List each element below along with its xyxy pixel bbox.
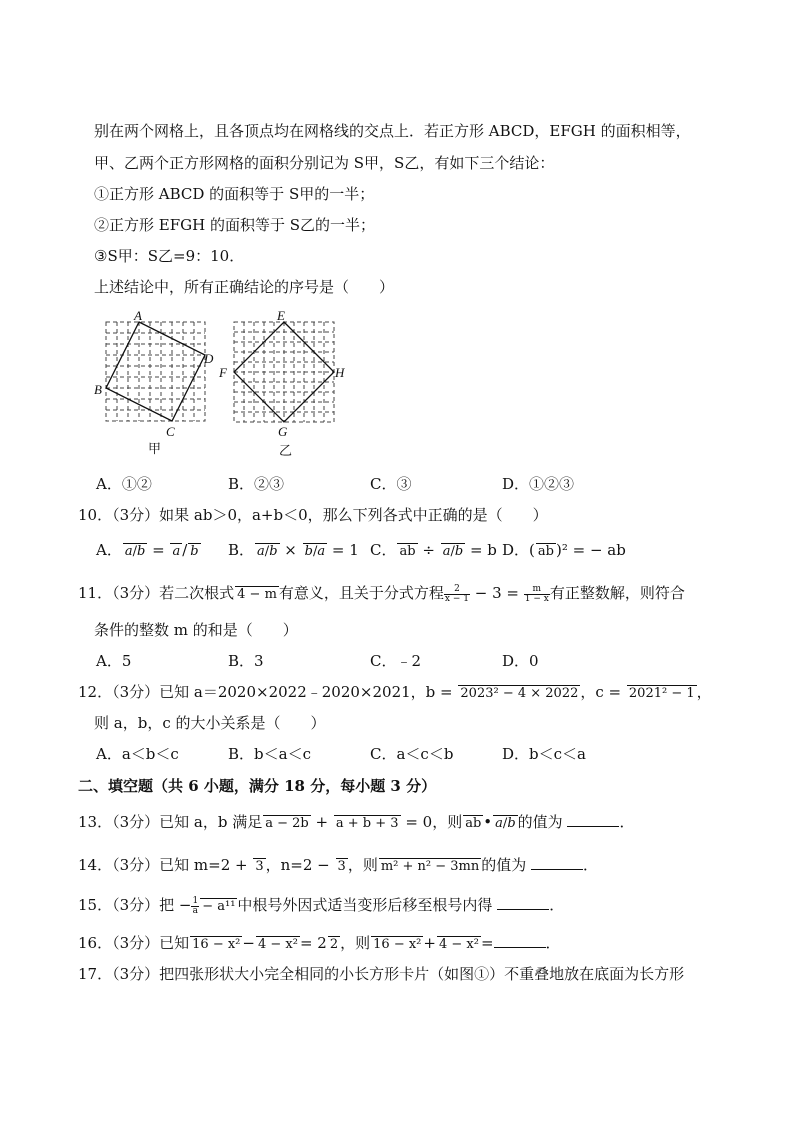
q9-option-b: B．②③ [228, 475, 285, 493]
q16-radical-1: 16 − x² [192, 937, 241, 952]
label-h: H [335, 365, 345, 380]
q11-option-c: C．﹣2 [370, 652, 422, 670]
q10-option-a: A． a/b = a / b [96, 541, 199, 559]
q14-mid: ，n=2 − [265, 856, 330, 874]
q9-line1: 别在两个网格上，且各顶点均在网格线的交点上．若正方形 ABCD，EFGH 的面积相等， [94, 122, 691, 140]
q9-conclusion-2: ②正方形 EFGH 的面积等于 S乙的一半； [94, 216, 376, 234]
q10-a-expr2: a [172, 544, 181, 559]
q14-post: 的值为 [481, 856, 527, 874]
q9-option-c: C．③ [370, 475, 412, 493]
q16-radical-2: 4 − x² [257, 937, 298, 952]
q16-end: ． [545, 934, 561, 952]
q12-b-radical: 2023² − 4 × 2022 [460, 686, 579, 701]
q9-line2: 甲、乙两个正方形网格的面积分别记为 S甲，S乙，有如下三个结论： [94, 154, 555, 172]
q12-option-a: A．a＜b＜c [96, 745, 179, 763]
q12-option-b: B．b＜a＜c [228, 745, 311, 763]
caption-yi: 乙 [279, 444, 293, 459]
q11-frac2-num: m [524, 585, 550, 595]
q14-radical-3: m² + n² − 3mn [380, 859, 480, 874]
q13-answer-blank[interactable] [567, 812, 619, 827]
square-abcd [106, 322, 205, 421]
q16-radical-4: 16 − x² [373, 937, 422, 952]
q12-c-radical: 2021² − 1 [628, 686, 695, 701]
q16-pre: 16．（3分）已知 [78, 934, 190, 952]
q11-frac1-num: 2 [444, 585, 470, 595]
q15-stem [78, 895, 564, 916]
q10-a-expr: a/b [124, 544, 146, 559]
q15-radical: − a¹¹ [202, 899, 236, 914]
q13-post: 的值为 [517, 813, 563, 831]
q9-conclusion-3: ③S甲：S乙=9：10． [94, 247, 245, 265]
q16-eq: = [480, 934, 494, 952]
q10-d-tail: )² = − ab [555, 541, 626, 559]
q12-line2: 则 a，b，c 的大小关系是（ ） [94, 714, 326, 732]
q10-c-label: C． [370, 541, 397, 559]
q11-option-a: A．5 [96, 652, 132, 670]
q13-mid: = 0，则 [405, 813, 463, 831]
q9-option-d: D．①②③ [502, 475, 575, 493]
q10-b-label: B． [228, 541, 255, 559]
q12-stem [78, 682, 712, 702]
q11-stem [78, 583, 685, 604]
q15-frac-num: 1 [192, 895, 199, 906]
q10-c-sqrt-ab: ab [399, 544, 416, 559]
q10-c-tail: = b [469, 541, 497, 559]
q12-option-c: C．a＜c＜b [370, 745, 454, 763]
q9-option-a: A．①② [96, 475, 152, 493]
q14-radical-1: 3 [255, 859, 264, 874]
q12-pre: 12．（3分）已知 a＝2020×2022﹣2020×2021，b = [78, 683, 453, 701]
label-e: E [277, 308, 285, 323]
q15-pre: 15．（3分）把 − [78, 896, 192, 914]
q13-radical-4: a/b [495, 816, 516, 831]
q14-answer-blank[interactable] [531, 855, 583, 870]
q11-frac1-den: x − 1 [444, 593, 469, 604]
q11-pre: 11．（3分）若二次根式 [78, 584, 235, 602]
q16-plus: + [423, 934, 436, 952]
q9-conclusion-1: ①正方形 ABCD 的面积等于 S甲的一半； [94, 185, 375, 203]
label-b: B [94, 382, 102, 397]
q10-b-expr2: b/a [304, 544, 326, 559]
q11-option-b: B．3 [228, 652, 264, 670]
q11-frac2-den: 1 − x [524, 593, 549, 604]
q14-pre: 14．（3分）已知 m=2 + [78, 856, 248, 874]
q16-answer-blank[interactable] [494, 933, 546, 948]
caption-jia: 甲 [148, 442, 162, 457]
q10-d-sqrt-ab: ab [537, 544, 554, 559]
q10-a-label: A． [96, 541, 122, 559]
q14-radical-2: 3 [337, 859, 346, 874]
q14-end: ． [583, 856, 599, 874]
q12-option-d: D．b＜c＜a [502, 745, 586, 763]
q16-radical-5: 4 − x² [438, 937, 479, 952]
q16-mid: = 2 [299, 934, 327, 952]
q11-mid: 有意义，且关于分式方程 [278, 584, 444, 602]
q11-radical: 4 − m [237, 587, 277, 602]
label-c: C [166, 424, 175, 439]
q15-frac [191, 897, 199, 916]
grid-yi [234, 322, 334, 422]
q14-stem [78, 855, 598, 875]
q13-radical-1: a − 2b [265, 816, 309, 831]
q12-c-pre: ，c = [580, 683, 622, 701]
q10-a-expr3: b [190, 544, 199, 559]
q15-end: ． [549, 896, 565, 914]
q16-minus: − [242, 934, 255, 952]
q13-radical-2: a + b + 3 [335, 816, 399, 831]
q17-stem: 17．（3分）把四张形状大小完全相同的小长方形卡片（如图①）不重叠地放在底面为长方形 [78, 965, 685, 983]
q11-line2: 条件的整数 m 的和是（ ） [94, 621, 298, 639]
label-d: D [204, 351, 214, 366]
q10-stem: 10．（3分）如果 ab＞0，a+b＜0，那么下列各式中正确的是（ ） [78, 506, 548, 524]
q14-mid2: ，则 [347, 856, 378, 874]
q11-frac1 [444, 585, 470, 604]
q11-post: 有正整数解，则符合 [549, 584, 685, 602]
label-a: A [134, 308, 142, 323]
q12-c-post: ， [696, 683, 712, 701]
q16-radical-3: 2 [329, 937, 339, 952]
q16-stem [78, 933, 561, 953]
q10-option-b: B． a/b × b/a = 1 [228, 541, 359, 559]
q11-frac2 [524, 585, 550, 604]
q11-minus3: − 3 = [474, 584, 519, 602]
q10-option-d [502, 540, 626, 560]
q15-frac-den: a [192, 905, 199, 916]
q15-post: 中根号外因式适当变形后移至根号内得 [237, 896, 493, 914]
q13-dot: • [483, 813, 493, 831]
q10-c-div: ÷ [422, 541, 435, 559]
section-2-heading: 二、填空题（共 6 小题，满分 18 分，每小题 3 分） [78, 777, 437, 795]
q13-end: ． [619, 813, 635, 831]
q15-answer-blank[interactable] [497, 895, 549, 910]
q13-radical-3: ab [465, 816, 482, 831]
label-g: G [278, 424, 288, 439]
q10-b-expr: a/b [257, 544, 278, 559]
label-f: F [219, 365, 227, 380]
q10-d-label: D．( [502, 541, 535, 559]
q11-option-d: D．0 [502, 652, 539, 670]
q9-question: 上述结论中，所有正确结论的序号是（ ） [94, 278, 395, 296]
q10-c-expr: a/b [442, 544, 464, 559]
q13-pre: 13．（3分）已知 a，b 满足 [78, 813, 263, 831]
q10-b-tail: = 1 [331, 541, 359, 559]
grid-jia [106, 322, 205, 421]
q16-mid2: ，则 [340, 934, 371, 952]
q13-stem [78, 812, 634, 832]
grid-figure [88, 305, 348, 465]
q10-option-c [370, 540, 497, 560]
q13-plus: + [315, 813, 329, 831]
